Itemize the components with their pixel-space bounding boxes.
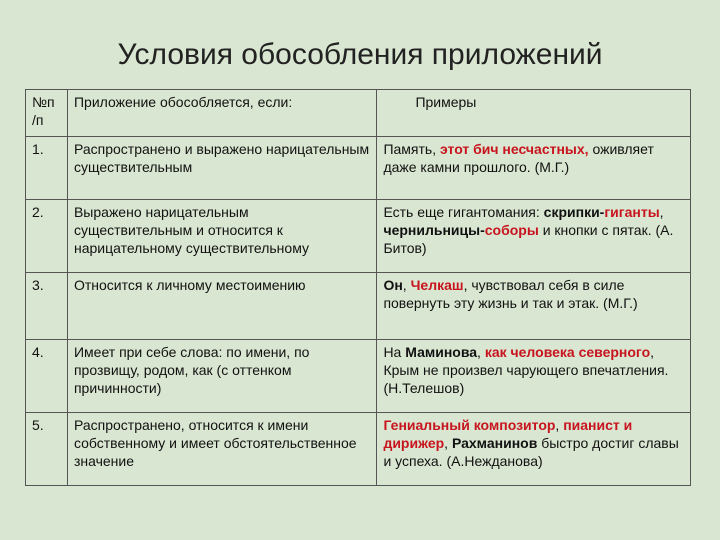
example-text: , <box>402 277 411 293</box>
bold-word: чернильницы <box>383 222 481 238</box>
table-row <box>26 413 691 486</box>
highlighted-appositive: Челкаш <box>410 277 464 293</box>
row-condition: Относится к личному местоимению <box>67 273 376 340</box>
header-condition: Приложение обособляется, если: <box>67 90 376 137</box>
example-text: , <box>659 204 664 220</box>
bold-word: - <box>480 222 485 238</box>
highlighted-appositive: соборы <box>484 222 539 238</box>
row-condition: Выражено нарицательным существительным и относится к нарицательному существительному <box>67 200 376 273</box>
example-text: Есть еще гигантомания: <box>383 204 544 220</box>
row-example <box>377 137 691 200</box>
row-example <box>377 200 691 273</box>
example-text: и кнопки с пятак. (А. Битов) <box>383 222 674 256</box>
bold-word: скрипки- <box>543 204 605 220</box>
highlighted-appositive: пианист и дирижер <box>383 417 633 451</box>
example-text: оживляет даже камни прошлого. (М.Г.) <box>383 141 654 175</box>
row-example <box>377 273 691 340</box>
example-text: Память, <box>383 141 440 157</box>
header-examples: Примеры <box>377 90 691 137</box>
row-condition: Распространено, относится к имени собственному и имеет обстоятельственное значение <box>67 413 376 486</box>
table-row <box>26 137 691 200</box>
bold-word: Маминова <box>405 344 478 360</box>
highlighted-appositive: этот бич несчастных, <box>439 141 589 157</box>
row-example <box>377 413 691 486</box>
example-text: , Крым не произвел чарующего впечатления.(Н.Телешов) <box>383 344 669 396</box>
example-text: , <box>477 344 485 360</box>
example-text: , чувствовал себя в силе повернуть эту жизнь и так и этак. (М.Г.) <box>383 277 638 311</box>
highlighted-appositive: гиганты <box>604 204 660 220</box>
slide-title: Условия обособления приложений <box>117 38 603 71</box>
table-row <box>26 273 691 340</box>
example-text: , <box>555 417 564 433</box>
row-example <box>377 340 691 413</box>
highlighted-appositive: как человека северного <box>484 344 651 360</box>
row-condition: Имеет при себе слова: по имени, по прозвищу, родом, как (с оттенком причинности) <box>67 340 376 413</box>
row-num: 2. <box>26 200 68 273</box>
highlighted-appositive: Гениальный композитор <box>383 417 556 433</box>
row-num: 5. <box>26 413 68 486</box>
bold-word: Он <box>383 277 403 293</box>
table-row <box>26 200 691 273</box>
table-row <box>26 340 691 413</box>
header-num: №п /п <box>26 90 68 137</box>
row-condition: Распространено и выражено нарицательным существительным <box>67 137 376 200</box>
row-num: 3. <box>26 273 68 340</box>
rules-table <box>25 89 691 486</box>
bold-word: Рахманинов <box>451 435 538 451</box>
example-text: , <box>444 435 452 451</box>
row-num: 4. <box>26 340 68 413</box>
example-text: На <box>383 344 406 360</box>
row-num: 1. <box>26 137 68 200</box>
example-text: быстро достиг славы и успеха. (А.Нежданова) <box>383 435 679 469</box>
table-header-row <box>26 90 691 137</box>
